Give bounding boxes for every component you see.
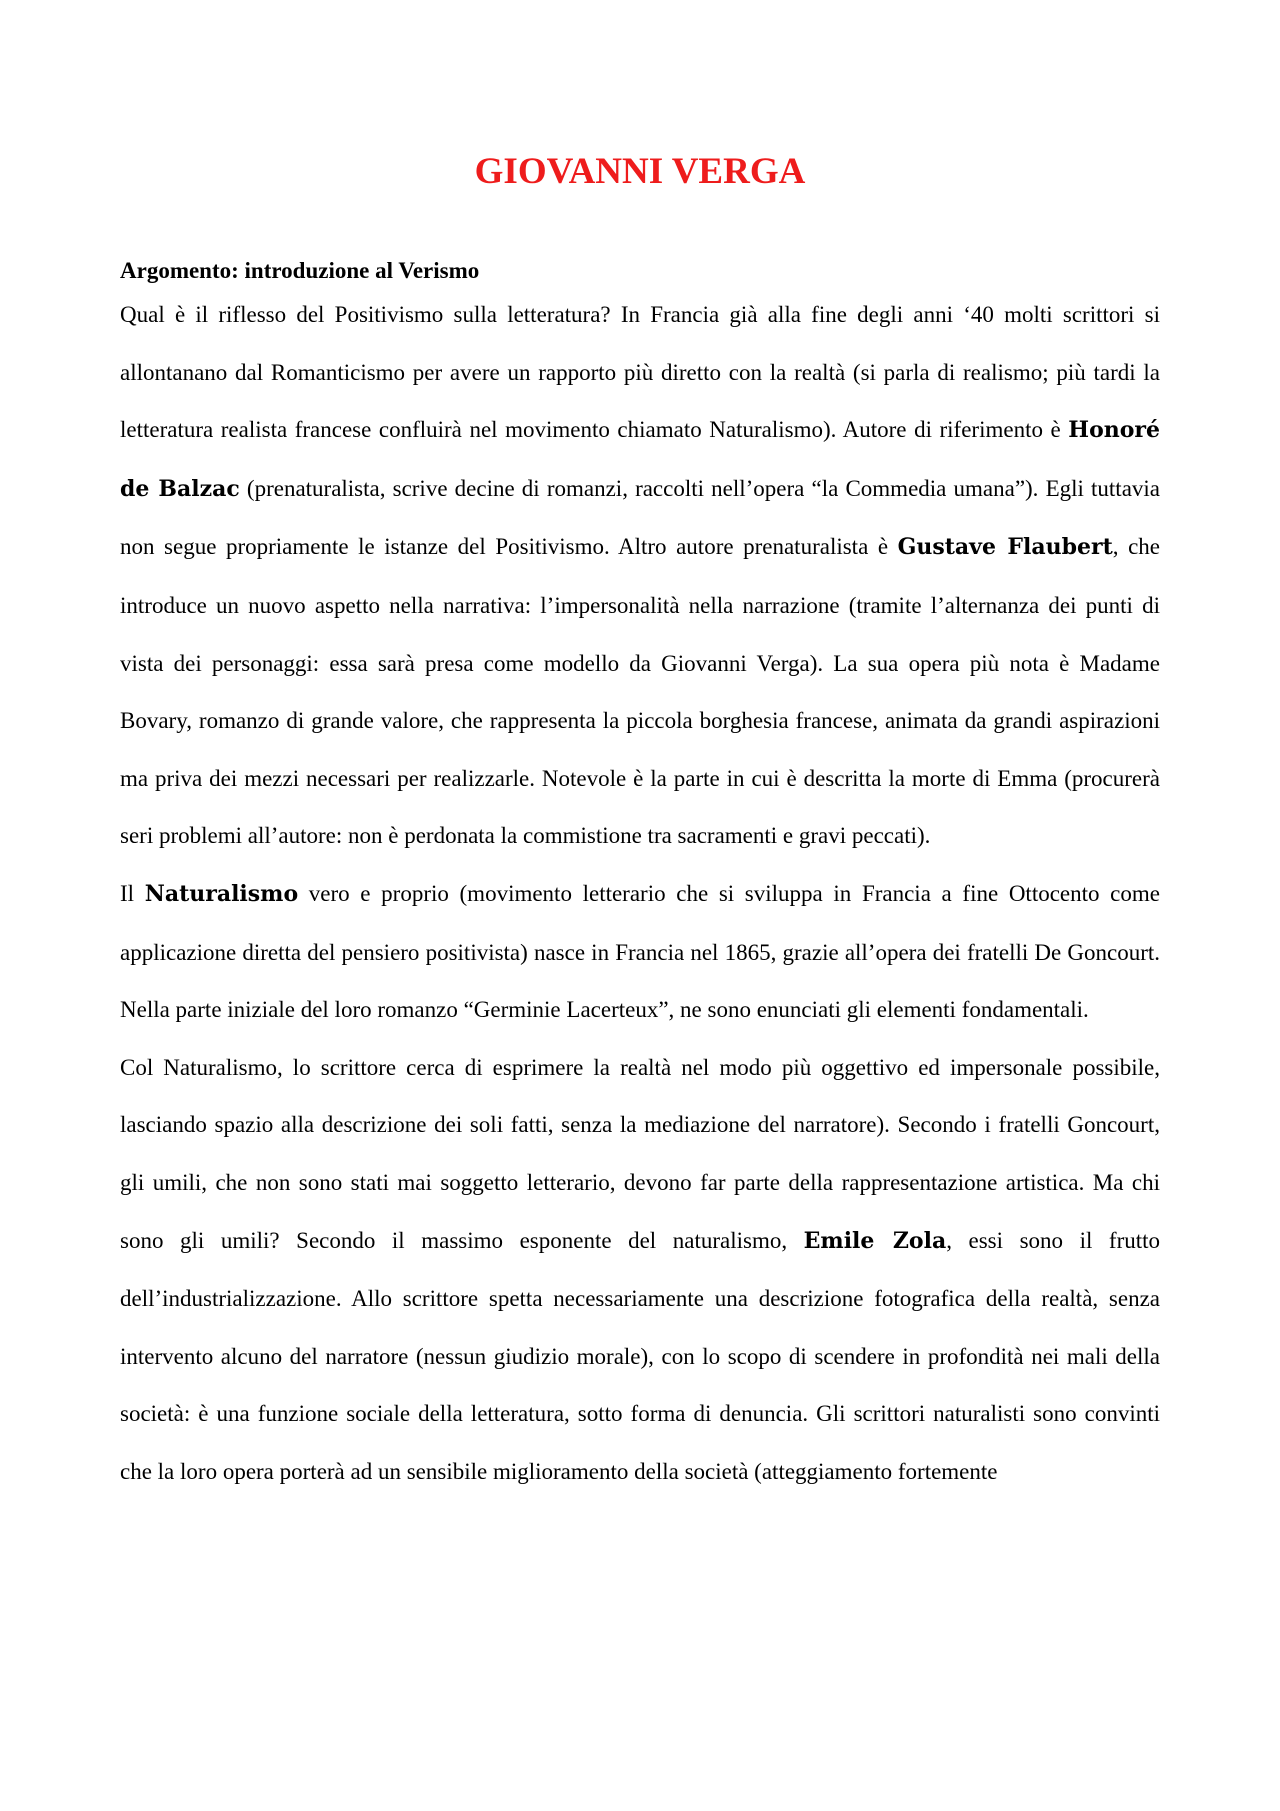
paragraph-text: vero e proprio (movimento letterario che si sviluppa in Francia a fine Ottocento come applicazione diretta del pensiero positivista) nasce in Francia nel 1865, grazie all’opera dei fratelli De Goncourt. Nella parte iniziale del loro romanzo “Germinie Lacerteux”, ne sono enunciati gli elementi fondamentali.	[120, 880, 1160, 1023]
page-title: GIOVANNI VERGA	[474, 151, 806, 192]
author-name-zola: Emile Zola	[803, 1227, 947, 1254]
paragraph-text: (prenaturalista, scrive decine di romanzi, raccolti nell’opera “la Commedia umana”). Egli tuttavia non segue propriamente le istanze del Positivismo. Altro autore prenaturalista è	[120, 475, 1161, 560]
paragraph-naturalismo	[120, 865, 1160, 1039]
topic-heading: Argomento: introduzione al Verismo	[120, 258, 480, 283]
term-naturalismo: Naturalismo	[144, 880, 299, 907]
paragraph-zola	[120, 1039, 1160, 1501]
paragraph-positivismo	[120, 286, 1160, 865]
paragraph-text: , che introduce un nuovo aspetto nella narrativa: l’impersonalità nella narrazione (tramite l’alternanza dei punti di vista dei personaggi: essa sarà presa come modello da Giovanni Verga). La sua opera più nota è Madame Bovary, romanzo di grande valore, che rappresenta la piccola borghesia francese, animata da grandi aspirazioni ma priva dei mezzi necessari per realizzarle. Notevole è la parte in cui è descritta la morte di Emma (procurerà seri problemi all’autore: non è perdonata la commistione tra sacramenti e gravi peccati).	[120, 534, 1160, 849]
author-name-flaubert: Gustave Flaubert	[897, 534, 1113, 561]
author-name-balzac: Honoré de Balzac	[120, 417, 1160, 502]
paragraph-text: Qual è il riflesso del Positivismo sulla letteratura? In Francia già alla fine degli anni ‘40 molti scrittori si allontanano dal Romanticismo per avere un rapporto più diretto con la realtà (si parla di realismo; più tardi la letteratura realista francese confluirà nel movimento chiamato Naturalismo). Autore di riferimento è	[120, 302, 1160, 443]
document-body	[120, 256, 1160, 1500]
paragraph-text: Il	[120, 880, 145, 906]
paragraph-text: Col Naturalismo, lo scrittore cerca di esprimere la realtà nel modo più oggettivo ed impersonale possibile, lasciando spazio alla descrizione dei soli fatti, senza la mediazione del narratore). Secondo i fratelli Goncourt, gli umili, che non sono stati mai soggetto letterario, devono far parte della rappresentazione artistica. Ma chi sono gli umili? Secondo il massimo esponente del naturalismo,	[120, 1054, 1160, 1253]
paragraph-text: , essi sono il frutto dell’industrializzazione. Allo scrittore spetta necessariamente una descrizione fotografica della realtà, senza intervento alcuno del narratore (nessun giudizio morale), con lo scopo di scendere in profondità nei mali della società: è una funzione sociale della letteratura, sotto forma di denuncia. Gli scrittori naturalisti sono convinti che la loro opera porterà ad un sensibile miglioramento della società (atteggiamento fortemente	[120, 1227, 1161, 1484]
